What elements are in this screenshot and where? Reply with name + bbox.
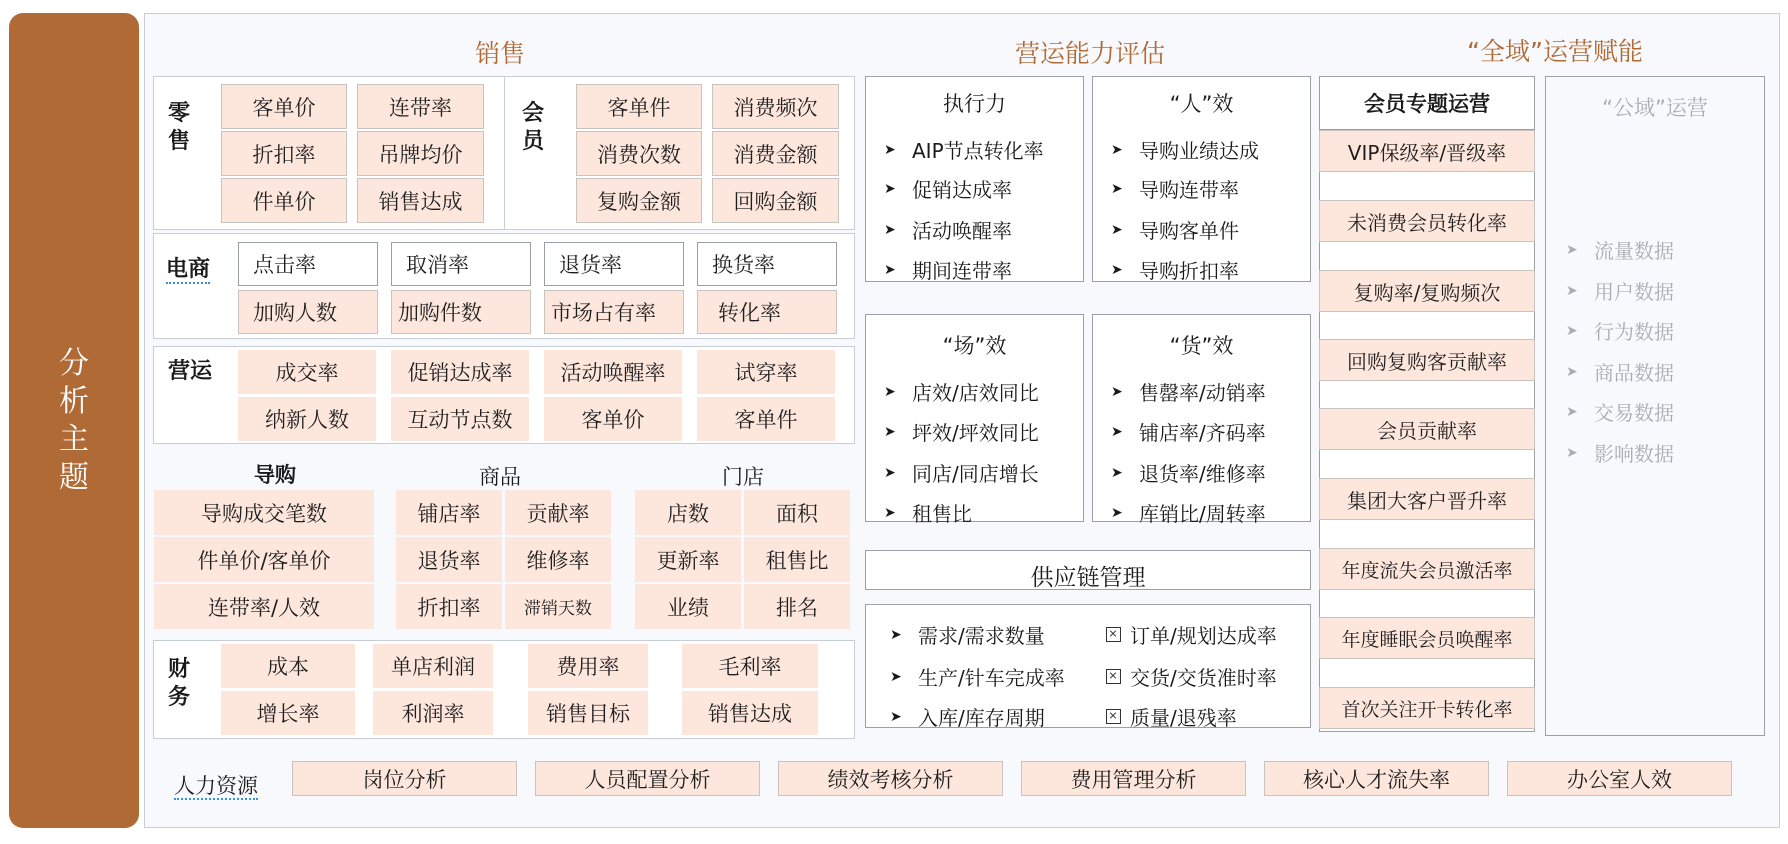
metric-cell: 销售达成 <box>357 178 484 223</box>
metric-cell: 复购金额 <box>576 178 702 223</box>
list-item: ➤ 租售比 <box>884 502 972 526</box>
list-item: ➤ 导购连带率 <box>1111 178 1239 202</box>
metric-cell: 回购复购客贡献率 <box>1319 339 1535 381</box>
metric-cell: 办公室人效 <box>1507 761 1732 796</box>
metric-cell: 维修率 <box>505 537 611 582</box>
triangle-arrow-icon: ➤ <box>1566 363 1578 380</box>
triangle-arrow-icon: ➤ <box>1566 241 1578 258</box>
metric-cell: 会员贡献率 <box>1319 408 1535 450</box>
list-item: ➤ 活动唤醒率 <box>884 219 1012 243</box>
metric-cell: 转化率 <box>697 290 837 334</box>
member-label: 会 员 <box>522 101 545 154</box>
metric-cell: 客单件 <box>697 397 835 441</box>
triangle-arrow-icon: ➤ <box>1111 383 1123 400</box>
exec-title: 执行力 <box>943 92 1006 116</box>
list-item: ➤ 交易数据 <box>1566 401 1674 425</box>
list-item: ➤ 商品数据 <box>1566 361 1674 385</box>
triangle-arrow-icon: ➤ <box>1566 444 1578 461</box>
list-item: ➤ 入库/库存周期 <box>890 706 1045 730</box>
list-item: ➤ 用户数据 <box>1566 280 1674 304</box>
metric-cell: 成本 <box>221 644 355 688</box>
metric-cell: 更新率 <box>635 537 741 582</box>
triangle-arrow-icon: ➤ <box>1566 322 1578 339</box>
list-item: 交货/交货准时率 <box>1106 662 1277 691</box>
list-item: ➤ 行为数据 <box>1566 320 1674 344</box>
list-item: ➤ 促销达成率 <box>884 178 1012 202</box>
triangle-arrow-icon: ➤ <box>884 221 896 238</box>
metric-cell: 铺店率 <box>396 490 502 535</box>
metric-cell: 绩效考核分析 <box>778 761 1003 796</box>
triangle-arrow-icon: ➤ <box>884 141 896 158</box>
metric-cell: 加购人数 <box>238 290 378 334</box>
section-title-sales: 销售 <box>474 39 525 68</box>
people-title: “人”效 <box>1169 92 1234 116</box>
metric-cell: 增长率 <box>221 691 355 735</box>
metric-cell: 折扣率 <box>396 584 502 629</box>
triangle-arrow-icon: ➤ <box>890 708 902 725</box>
venue-title: “场”效 <box>942 334 1007 358</box>
metric-cell: 促销达成率 <box>391 350 529 394</box>
section-title-global: “全域”运营赋能 <box>1467 37 1643 66</box>
list-item: ➤ 生产/针车完成率 <box>890 666 1065 690</box>
metric-cell: 导购成交笔数 <box>154 490 374 535</box>
operation-label: 营运 <box>168 359 213 384</box>
metric-cell: 退货率 <box>544 242 684 286</box>
list-item: ➤ 需求/需求数量 <box>890 624 1045 648</box>
supply-title: 供应链管理 <box>1030 565 1146 591</box>
metric-cell: 互动节点数 <box>391 397 529 441</box>
metric-cell: 纳新人数 <box>238 397 376 441</box>
metric-cell: 客单价 <box>221 84 347 129</box>
cargo-title: “货”效 <box>1169 334 1234 358</box>
metric-cell: 复购率/复购频次 <box>1319 270 1535 312</box>
list-item: ➤ 库销比/周转率 <box>1111 502 1266 526</box>
triangle-arrow-icon: ➤ <box>1111 221 1123 238</box>
triangle-arrow-icon: ➤ <box>884 423 896 440</box>
triangle-arrow-icon: ➤ <box>884 383 896 400</box>
metric-cell: 未消费会员转化率 <box>1319 200 1535 242</box>
metric-cell: 客单件 <box>576 84 702 129</box>
metric-cell: 排名 <box>744 584 850 629</box>
list-item: ➤ 导购客单件 <box>1111 219 1239 243</box>
metric-cell: 租售比 <box>744 537 850 582</box>
triangle-arrow-icon: ➤ <box>1111 504 1123 521</box>
metric-cell: 年度流失会员激活率 <box>1319 548 1535 590</box>
triangle-arrow-icon: ➤ <box>1111 464 1123 481</box>
metric-cell: 人员配置分析 <box>535 761 760 796</box>
metric-cell: 客单价 <box>544 397 682 441</box>
metric-cell: 试穿率 <box>697 350 835 394</box>
metric-cell: 点击率 <box>238 242 378 286</box>
triangle-arrow-icon: ➤ <box>890 668 902 685</box>
metric-cell: 年度睡眠会员唤醒率 <box>1319 617 1535 659</box>
list-item: ➤ 影响数据 <box>1566 442 1674 466</box>
metric-cell: 退货率 <box>396 537 502 582</box>
metric-cell: 利润率 <box>373 691 493 735</box>
triangle-arrow-icon: ➤ <box>1111 141 1123 158</box>
metric-cell: 换货率 <box>697 242 837 286</box>
list-item: ➤ 期间连带率 <box>884 259 1012 283</box>
metric-cell: 件单价 <box>221 178 347 223</box>
metric-cell: 岗位分析 <box>292 761 517 796</box>
metric-cell: 件单价/客单价 <box>154 537 374 582</box>
checkbox-icon <box>1106 669 1121 684</box>
list-item: ➤ 铺店率/齐码率 <box>1111 421 1266 445</box>
metric-cell: 折扣率 <box>221 131 347 176</box>
triangle-arrow-icon: ➤ <box>884 464 896 481</box>
list-item: ➤ 导购业绩达成 <box>1111 139 1259 163</box>
triangle-arrow-icon: ➤ <box>1566 282 1578 299</box>
checkbox-icon <box>1106 627 1121 642</box>
triangle-arrow-icon: ➤ <box>890 626 902 643</box>
list-item: ➤ 导购折扣率 <box>1111 259 1239 283</box>
metric-cell: 取消率 <box>391 242 531 286</box>
list-item: ➤ 店效/店效同比 <box>884 381 1039 405</box>
metric-cell: 店数 <box>635 490 741 535</box>
metric-cell: 业绩 <box>635 584 741 629</box>
metric-cell: 回购金额 <box>712 178 839 223</box>
metric-cell: 核心人才流失率 <box>1264 761 1489 796</box>
triangle-arrow-icon: ➤ <box>1111 261 1123 278</box>
metric-cell: 贡献率 <box>505 490 611 535</box>
metric-cell: 消费次数 <box>576 131 702 176</box>
list-item: ➤ 售罄率/动销率 <box>1111 381 1266 405</box>
metric-cell: 加购件数 <box>391 290 531 334</box>
triangle-arrow-icon: ➤ <box>1111 180 1123 197</box>
triangle-arrow-icon: ➤ <box>884 180 896 197</box>
list-item: ➤ 流量数据 <box>1566 239 1674 263</box>
sidebar-title: 分 析 主 题 <box>59 346 89 495</box>
metric-cell: 销售目标 <box>528 691 648 735</box>
store-title: 门店 <box>722 465 764 489</box>
metric-cell: 费用率 <box>528 644 648 688</box>
metric-cell: 活动唤醒率 <box>544 350 682 394</box>
goods-title: 商品 <box>479 465 521 489</box>
triangle-arrow-icon: ➤ <box>884 504 896 521</box>
list-item: 订单/规划达成率 <box>1106 620 1277 649</box>
divider <box>504 76 505 230</box>
ecom-label: 电商 <box>166 257 211 282</box>
metric-cell: 集团大客户晋升率 <box>1319 478 1535 520</box>
metric-cell: 消费金额 <box>712 131 839 176</box>
section-title-ops: 营运能力评估 <box>1014 39 1165 68</box>
metric-cell: 毛利率 <box>682 644 818 688</box>
metric-cell: 吊牌均价 <box>357 131 484 176</box>
triangle-arrow-icon: ➤ <box>1566 403 1578 420</box>
list-item: 质量/退残率 <box>1106 702 1237 731</box>
triangle-arrow-icon: ➤ <box>1111 423 1123 440</box>
list-item: ➤ 退货率/维修率 <box>1111 462 1266 486</box>
metric-cell: VIP保级率/晋级率 <box>1319 130 1535 172</box>
list-item: ➤ AIP节点转化率 <box>884 139 1044 163</box>
metric-cell: 连带率 <box>357 84 484 129</box>
hr-label: 人力资源 <box>174 774 258 798</box>
metric-cell: 连带率/人效 <box>154 584 374 629</box>
retail-label: 零 售 <box>168 101 191 154</box>
triangle-arrow-icon: ➤ <box>884 261 896 278</box>
public-title: “公域”运营 <box>1602 96 1708 120</box>
guide-title: 导购 <box>254 463 296 487</box>
metric-cell: 市场占有率 <box>544 290 684 334</box>
checkbox-icon <box>1106 709 1121 724</box>
metric-cell: 成交率 <box>238 350 376 394</box>
metric-cell: 面积 <box>744 490 850 535</box>
list-item: ➤ 同店/同店增长 <box>884 462 1039 486</box>
member-ops-title: 会员专题运营 <box>1364 92 1490 116</box>
metric-cell: 滞销天数 <box>505 584 611 629</box>
metric-cell: 费用管理分析 <box>1021 761 1246 796</box>
metric-cell: 销售达成 <box>682 691 818 735</box>
metric-cell: 首次关注开卡转化率 <box>1319 687 1535 729</box>
finance-label: 财 务 <box>168 657 191 710</box>
metric-cell: 消费频次 <box>712 84 839 129</box>
list-item: ➤ 坪效/坪效同比 <box>884 421 1039 445</box>
metric-cell: 单店利润 <box>373 644 493 688</box>
